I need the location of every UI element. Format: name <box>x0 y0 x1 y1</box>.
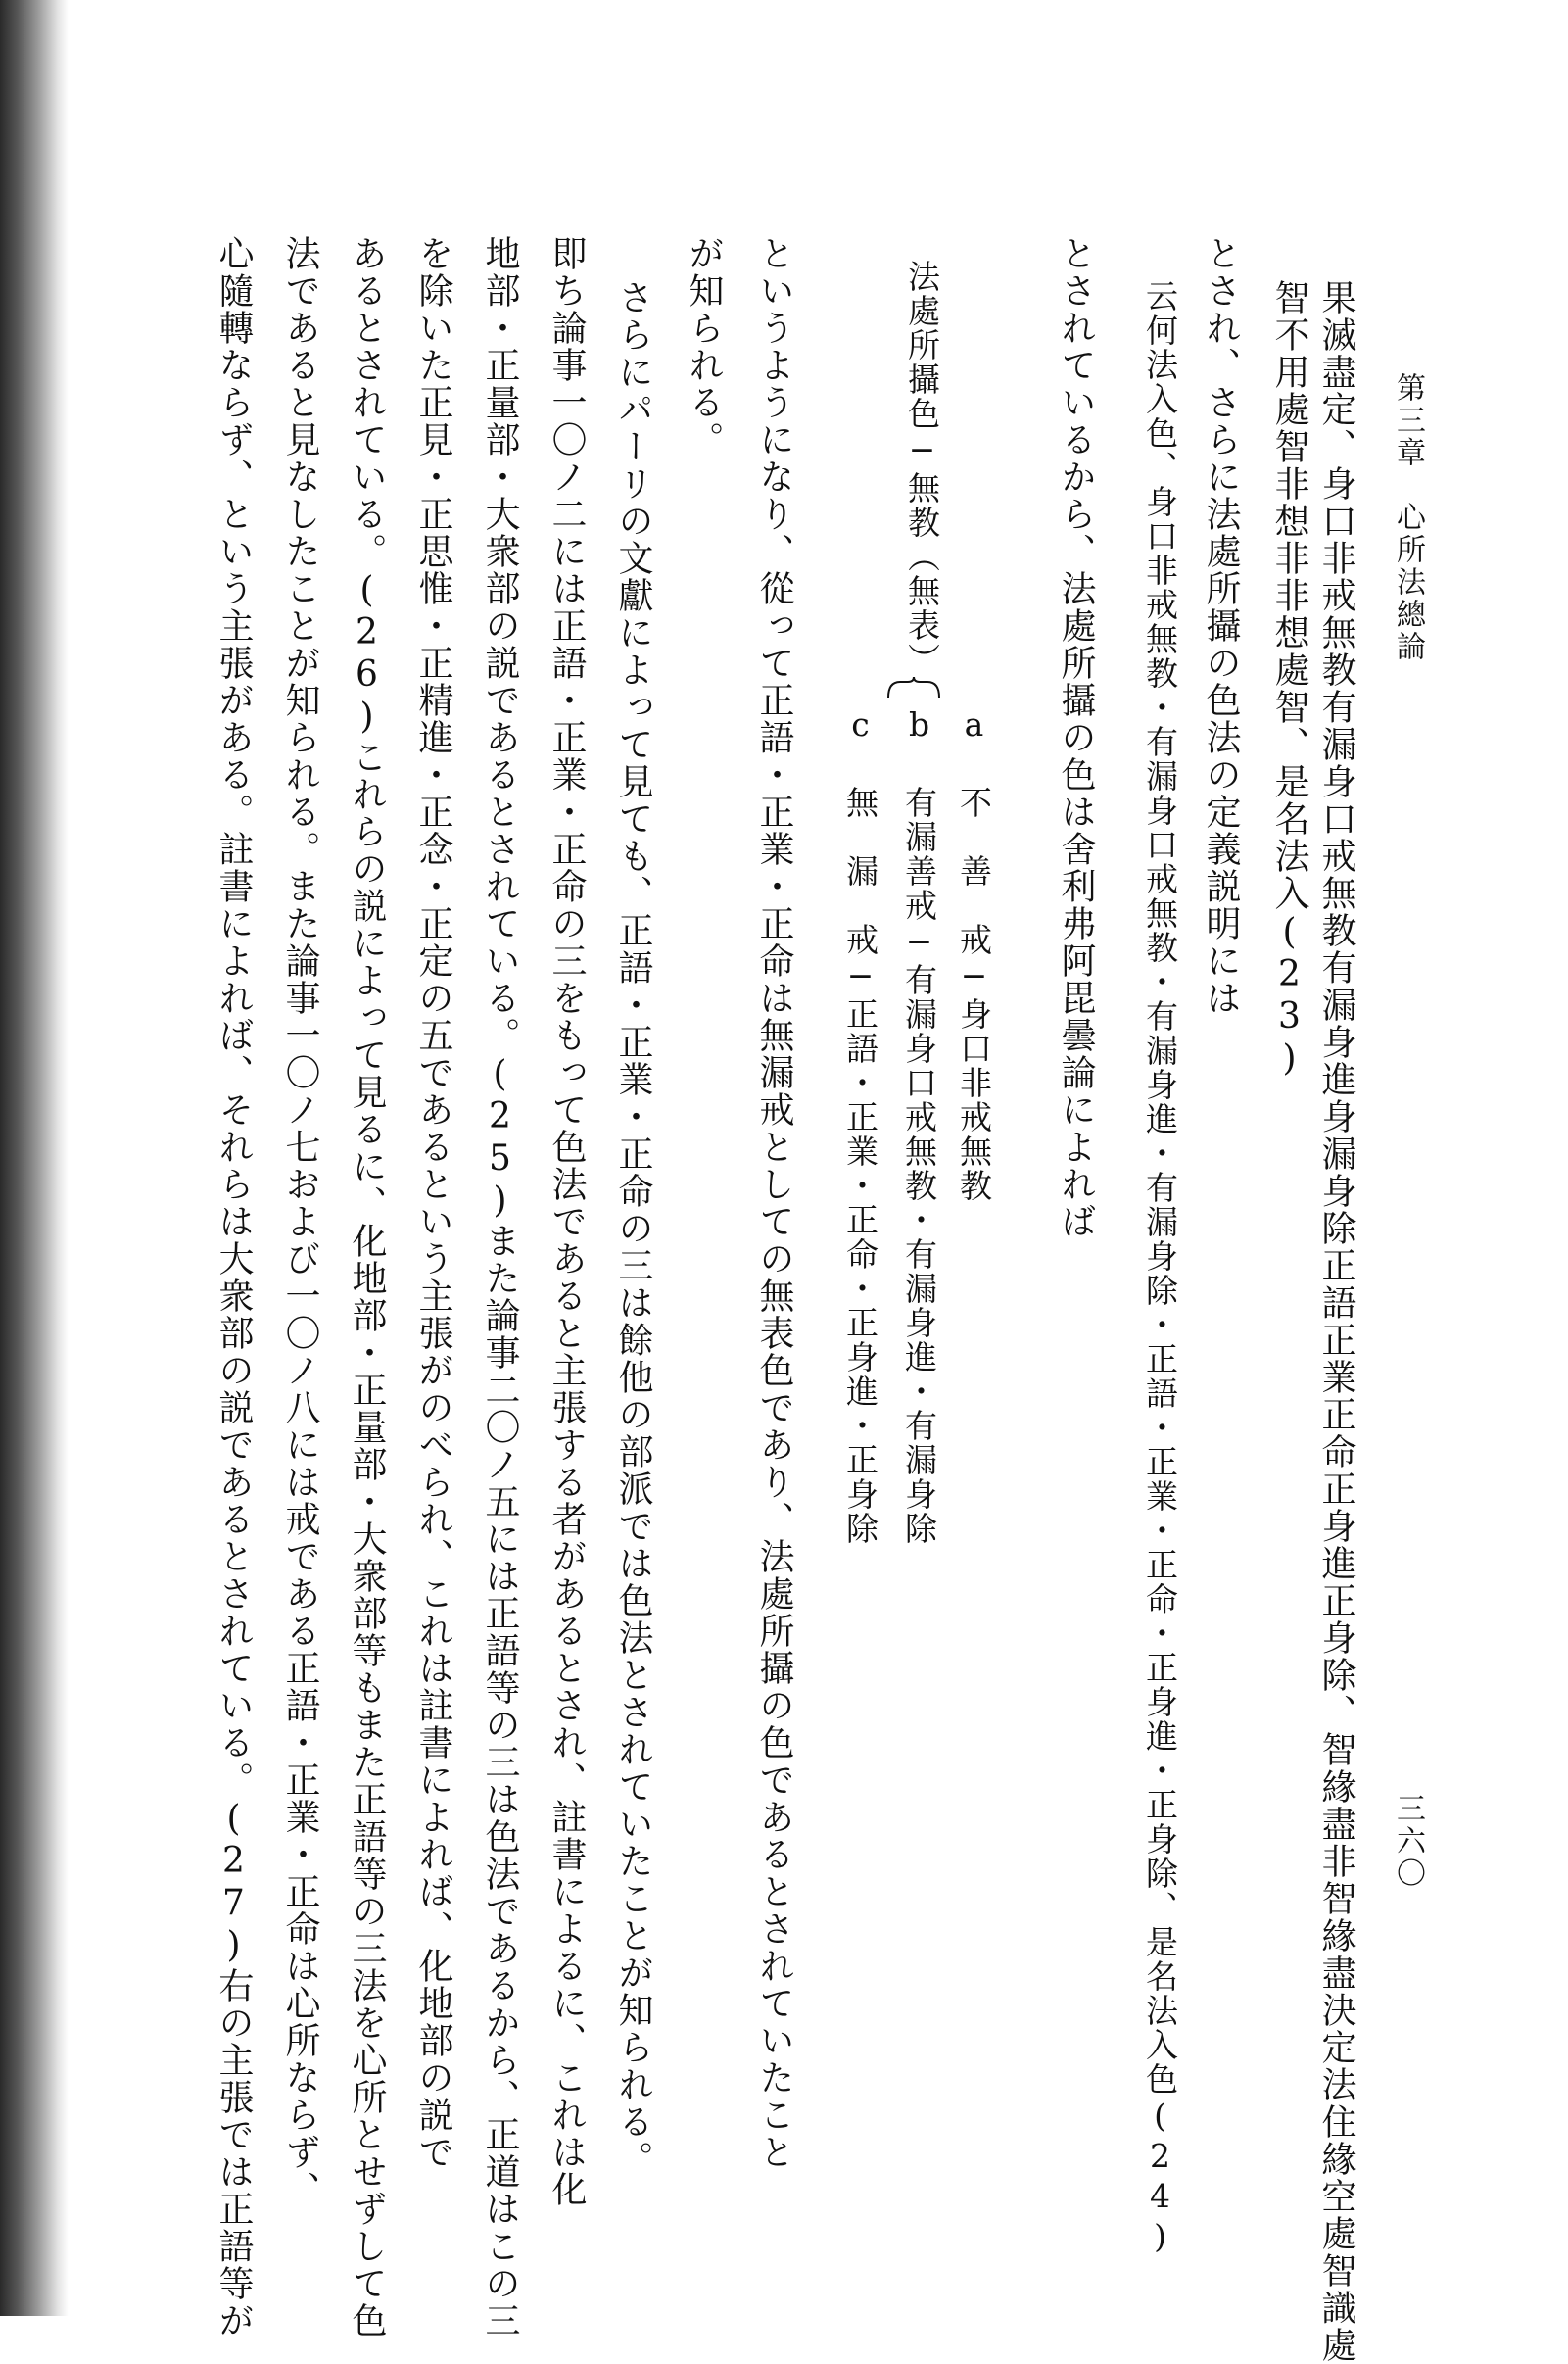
scan-gutter-shadow <box>0 0 69 2316</box>
diagram-brace <box>886 676 941 700</box>
chapter-title: 第三章 心所法總論 <box>1391 372 1425 663</box>
text-line: とされ、さらに法處所攝の色法の定義説明には <box>1201 235 1241 1017</box>
text-line: 心隨轉ならず、という主張がある。註書によれば、それらは大衆部の説であるとされている。(27)右の主張では正語等が <box>214 235 254 2340</box>
text-line: さらにパーリの文獻によって見ても、正語・正業・正命の三は餘他の部派では色法とされていたことが知られる。 <box>613 279 653 2178</box>
text-line: 即ち論事一〇ノ二には正語・正業・正命の三をもって色法であると主張する者があるとされ、註書によるに、これは化 <box>546 235 587 2208</box>
text-line: 智不用處智非想非非想處智、是名法入(23) <box>1269 279 1309 1081</box>
text-line: あるとされている。(26)これらの説によって見るに、化地部・正量部・大衆部等もまた正語等の三法を心所とせずして色 <box>347 235 387 2340</box>
diagram-root: 法處所攝色─無教（無表） <box>903 260 941 677</box>
text-line: が知られる。 <box>684 235 724 458</box>
page-number: 三六〇 <box>1391 1793 1425 1890</box>
text-line: とされているから、法處所攝の色は舍利弗阿毘曇論によれば <box>1056 235 1096 1240</box>
text-line: 法であると見なしたことが知られる。また論事一〇ノ七および一〇ノ八には戒である正語・正業・正命は心所ならず、 <box>280 235 320 2208</box>
text-line: 云何法入色、身口非戒無教・有漏身口戒無教・有漏身進・有漏身除・正語・正業・正命・正身進・正身除、是名法入色(24) <box>1141 279 1179 2257</box>
text-line: というようになり、從って正語・正業・正命は無漏戒としての無表色であり、法處所攝の色であるとされていたこと <box>754 235 794 2171</box>
text-line: 地部・正量部・大衆部の説であるとされている。(25)また論事二〇ノ五には正語等の三は色法であるから、正道はこの三 <box>480 235 520 2340</box>
diagram-branch-b: b 有漏善戒─有漏身口戒無教・有漏身進・有漏身除 <box>900 705 938 1546</box>
diagram-branch-c: c 無 漏 戒─正語・正業・正命・正身進・正身除 <box>841 705 879 1546</box>
text-line: 果滅盡定、身口非戒無教有漏身口戒無教有漏身進身漏身除正語正業正命正身進正身除、智緣盡非智緣盡決定法住緣空處智識處 <box>1316 279 1356 2364</box>
diagram-branch-a: a 不 善 戒─身口非戒無教 <box>955 705 993 1203</box>
text-line: を除いた正見・正思惟・正精進・正念・正定の五であるという主張がのべられ、これは註書によれば、化地部の説で <box>413 235 453 2171</box>
